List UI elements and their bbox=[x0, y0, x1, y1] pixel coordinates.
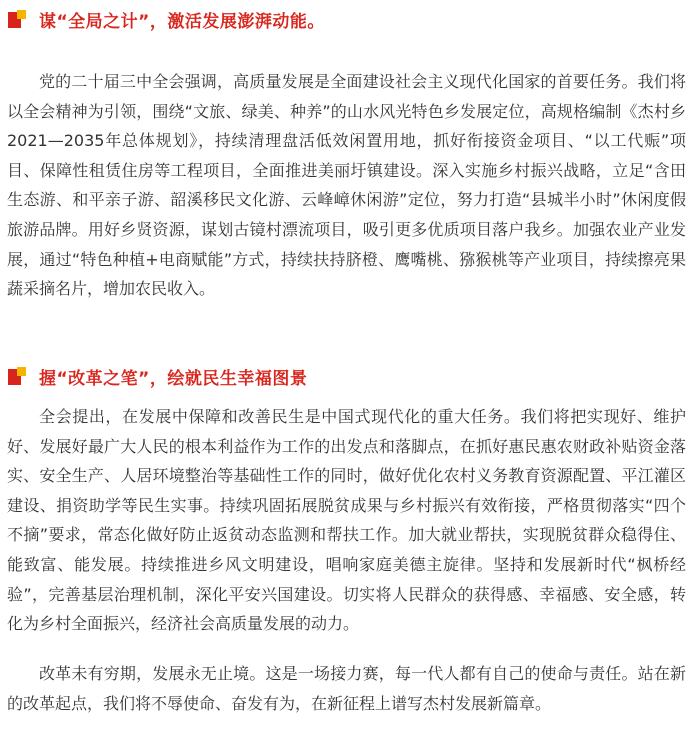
paragraph-conclusion: 改革未有穷期，发展永无止境。这是一场接力赛，每一代人都有自己的使命与责任。站在新的改革起点，我们将不辱使命、奋发有为，在新征程上谱写杰村发展新篇章。 bbox=[7, 664, 686, 713]
heading-marker-icon bbox=[8, 367, 27, 386]
heading-marker-icon bbox=[8, 10, 27, 29]
section-heading-global-plan bbox=[8, 7, 325, 31]
section-heading-text: 谋“全局之计”，激活发展澎湃动能。 bbox=[39, 11, 325, 32]
section-heading-text: 握“改革之笔”，绘就民生幸福图景 bbox=[39, 368, 308, 389]
section-heading-reform bbox=[8, 364, 307, 388]
paragraph-global-plan: 党的二十届三中全会强调，高质量发展是全面建设社会主义现代化国家的首要任务。我们将以全会精神为引领，围绕“文旅、绿美、种养”的山水风光特色乡发展定位，高规格编制《杰村乡2021—2035年总体规划》，持续清理盘活低效闲置用地，抓好衔接资金项目、“以工代赈”项目、保障性租赁住房等工程项目，全面推进美丽圩镇建设。深入实施乡村振兴战略，立足“含田生态游、和平亲子游、韶溪移民文化游、云峰嶂休闲游”定位，努力打造“县城半小时”休闲度假旅游品牌。用好乡贤资源，谋划古镜村漂流项目，吸引更多优质项目落户我乡。加强农业产业发展，通过“特色种植+电商赋能”方式，持续扶持脐橙、鹰嘴桃、猕猴桃等产业项目，持续擦亮果蔬采摘名片，增加农民收入。 bbox=[7, 72, 686, 299]
paragraph-livelihood: 全会提出，在发展中保障和改善民生是中国式现代化的重大任务。我们将把实现好、维护好、发展好最广大人民的根本利益作为工作的出发点和落脚点，在抓好惠民惠农财政补贴资金落实、安全生产、人居环境整治等基础性工作的同时，做好优化农村义务教育资源配置、平江灌区建设、捐资助学等民生实事。持续巩固拓展脱贫成果与乡村振兴有效衔接，严格贯彻落实“四个不摘”要求，常态化做好防止返贫动态监测和帮扶工作。加大就业帮扶，实现脱贫群众稳得住、能致富、能发展。持续推进乡风文明建设，唱响家庭美德主旋律。坚持和发展新时代“枫桥经验”，完善基层治理机制，深化平安兴国建设。切实将人民群众的获得感、幸福感、安全感，转化为乡村全面振兴，经济社会高质量发展的动力。 bbox=[7, 407, 686, 634]
